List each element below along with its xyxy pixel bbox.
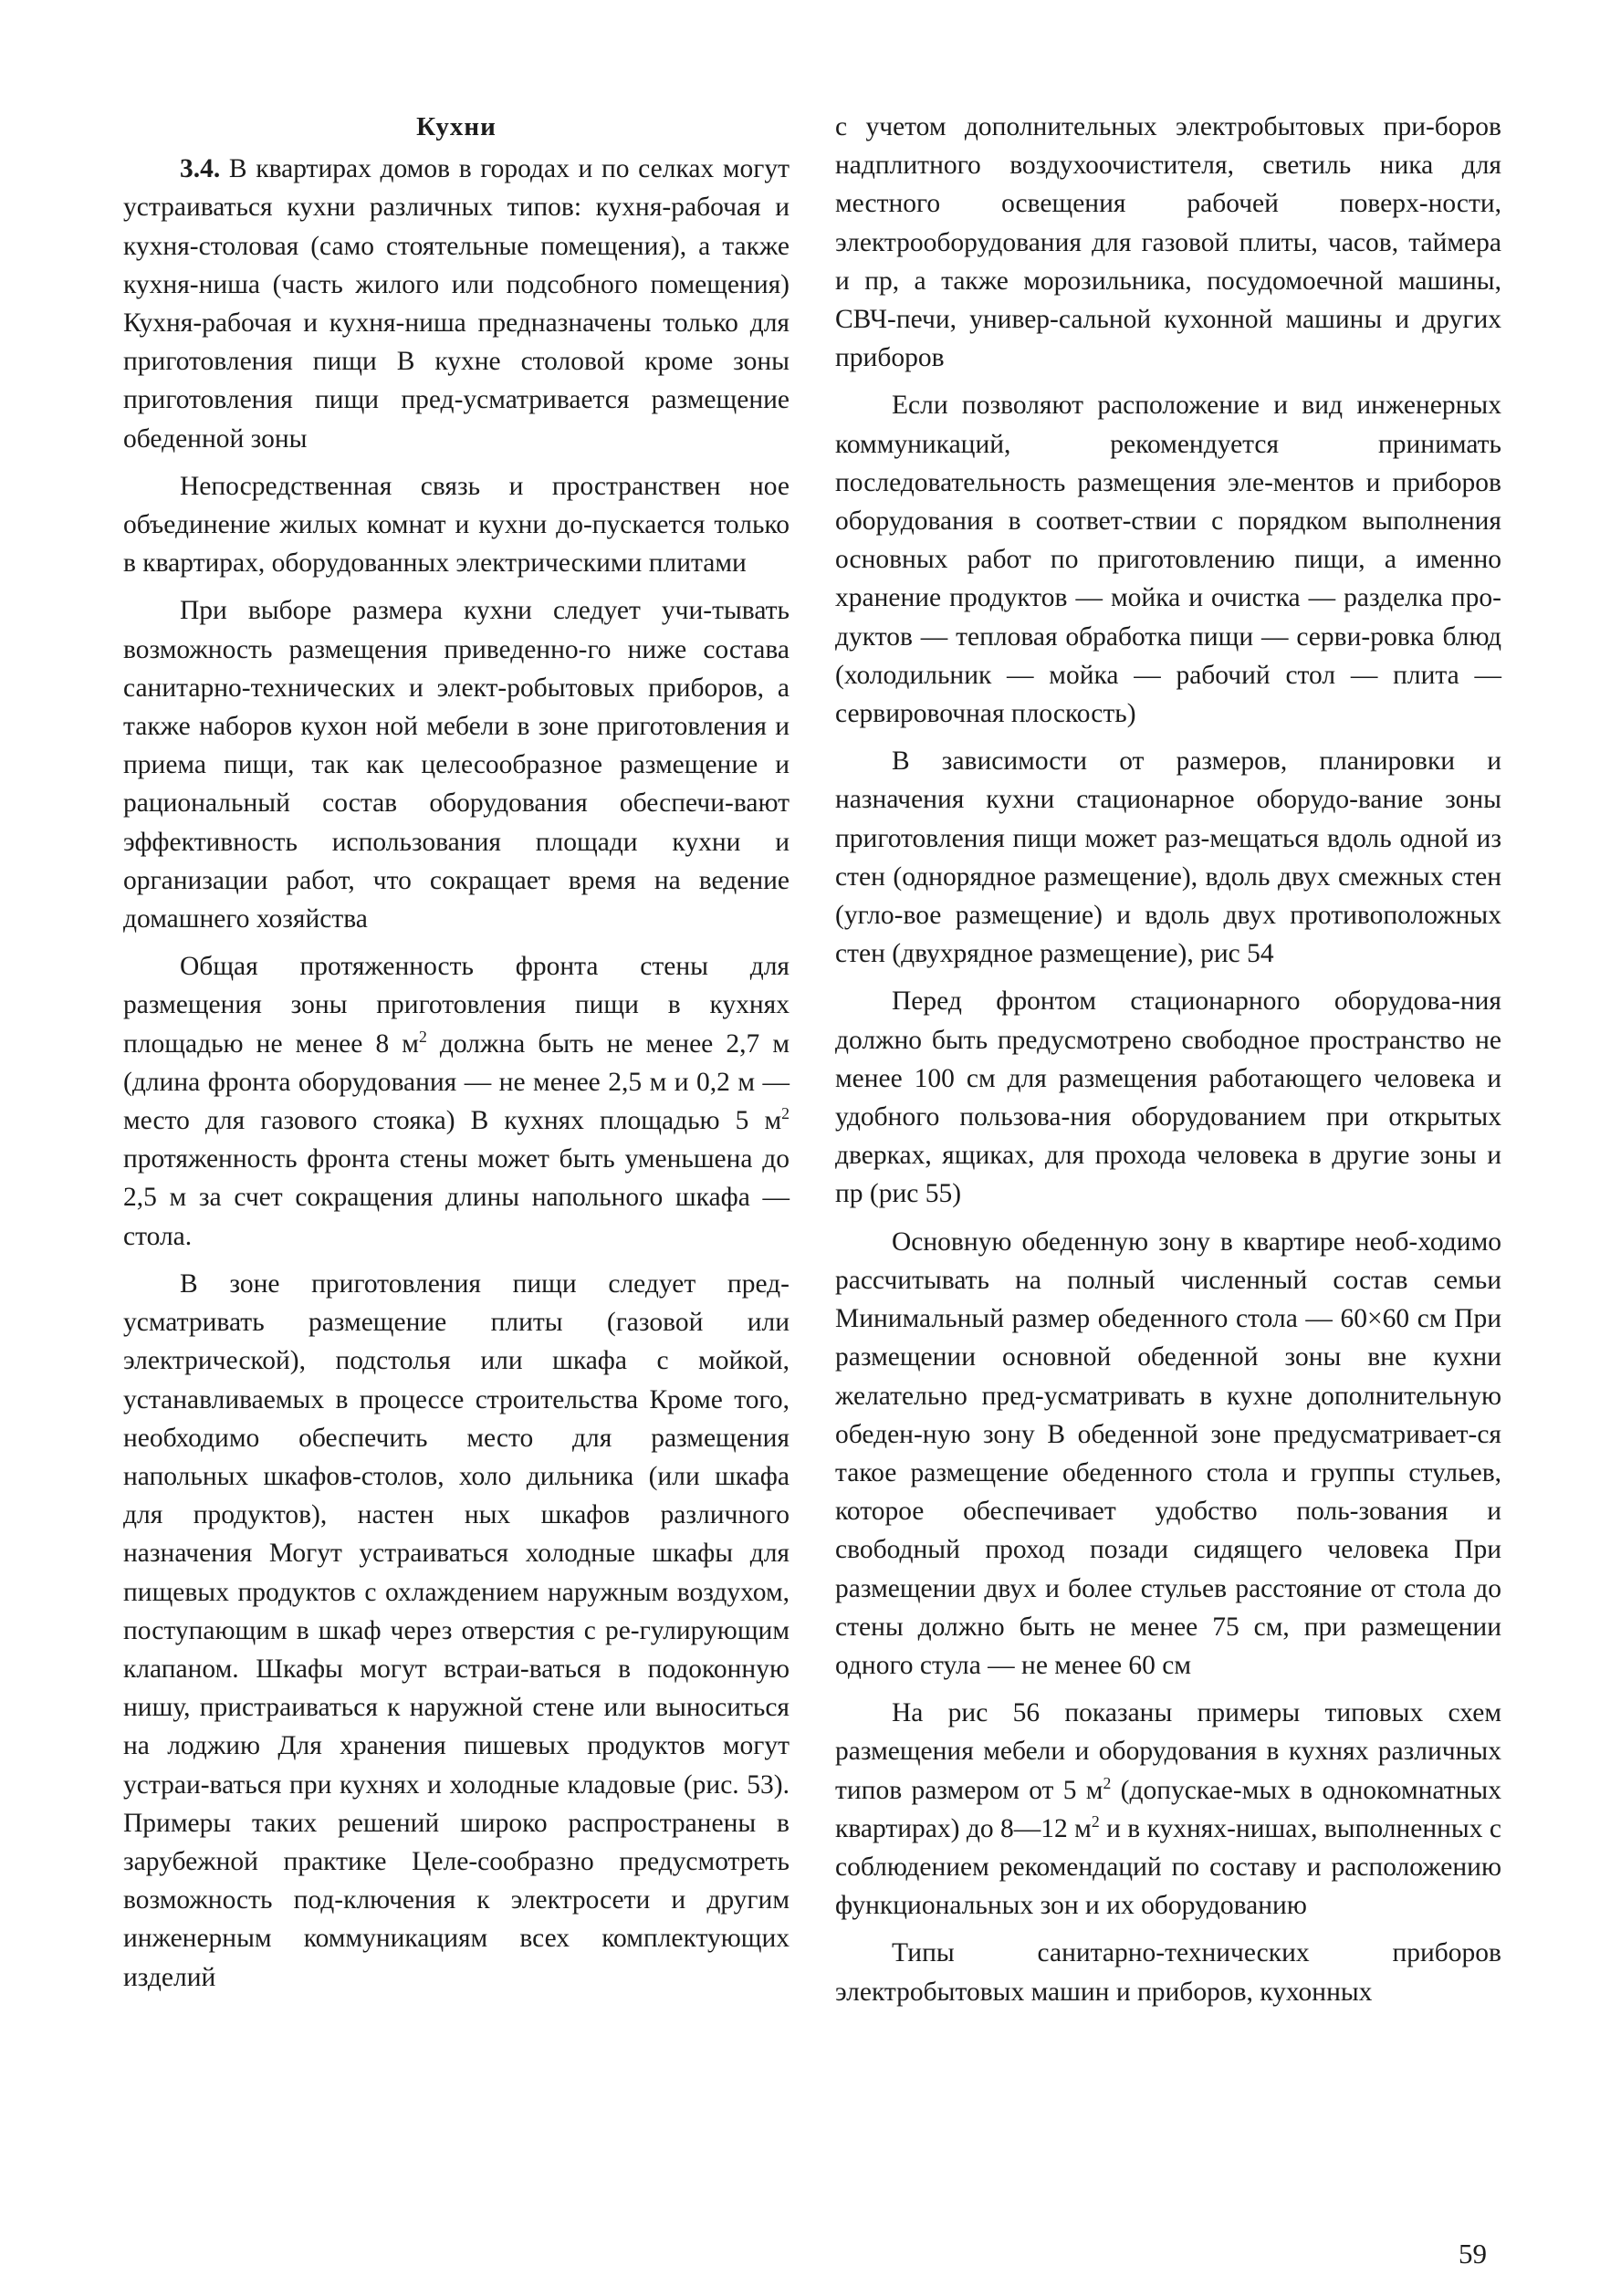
paragraph-text: В квартирах домов в городах и по селках могут устраиваться кухни различных типов: кухня-рабочая и кухня-столовая (само стоятельные помещения), а также кухня-ниша (часть жилого или подсобного помещения) Кухня-рабочая и кухня-ниша предназначены только для приготовления пищи В кухне столовой кроме зоны приготовления пищи пред-усматривается размещение обеденной зоны: [123, 154, 790, 454]
page-number: 59: [1459, 2238, 1487, 2270]
paragraph-appliances: с учетом дополнительных электробытовых при-боров надплитного воздухоочистителя, светиль ника для местного освещения рабочей поверх-ности, электрооборудования для газовой плиты, часов, таймера и пр, а также морозильника, посудомоечной машины, СВЧ-печи, универ-сальной кухонной машины и других приборов: [835, 112, 1501, 373]
paragraph-sequence: Если позволяют расположение и вид инженерных коммуникаций, рекомендуется принимать последовательность размещения эле-ментов и приборов оборудования в соответ-ствии с порядком выполнения основных работ по приготовлению пищи, а именно хранение продуктов — мойка и очистка — разделка про-дуктов — тепловая обработка пищи — серви-ровка блюд (холодильник — мойка — рабочий стол — плита — сервировочная плоскость): [835, 391, 1501, 729]
paragraph-layout: В зависимости от размеров, планировки и назначения кухни стационарное оборудо-вание зоны приготовления пищи может раз-мещаться вдоль одной из стен (однорядное размещение), вдоль двух смежных стен (угло-вое размещение) и вдоль двух противоположных стен (двухрядное размещение), рис 54: [835, 746, 1501, 969]
paragraph-room-connection: Непосредственная связь и пространствен ное объединение жилых комнат и кухни до-пускается только в квартирах, оборудованных электрическими плитами: [123, 471, 790, 579]
paragraph-dining-zone: Основную обеденную зону в квартире необ-ходимо рассчитывать на полный численный состав семьи Минимальный размер обеденного стола — 60×60 см При размещении основной обеденной зоны вне кухни желательно пред-усматривать в кухне дополнительную обеден-ную зону В обеденной зоне предусматривает-ся такое размещение обеденного стола и группы стульев, которое обеспечивает удобство поль-зования и свободный проход позади сидящего человека При размещении двух и более стульев расстояние от стола до стены должно быть не менее 75 см, при размещении одного стула — не менее 60 см: [835, 1226, 1501, 1680]
left-column: [123, 108, 790, 2006]
paragraph-cooking-zone: В зоне приготовления пищи следует пред-усматривать размещение плиты (газовой или электрической), подстолья или шкафа с мойкой, устанавливаемых в процессе строительства Кроме того, необходимо обеспечить место для размещения напольных шкафов-столов, холо дильника (или шкафа для продуктов), настен ных шкафов различного назначения Могут устраиваться холодные шкафы для пищевых продуктов с охлаждением наружным воздухом, поступающим в шкаф через отверстия с ре-гулирующим клапаном. Шкафы могут встраи-ваться в подоконную нишу, пристраиваться к наружной стене или выноситься на лоджию Для хранения пишевых продуктов могут устраи-ваться при кухнях и холодные кладовые (рис. 53). Примеры таких решений широко распространены в зарубежной практике Целе-сообразно предусмотреть возможность под-ключения к электросети и другим инженерным коммуникациям всех комплектующих изделий: [123, 1268, 790, 1992]
section-heading: Кухни: [416, 112, 497, 141]
clause-number: 3.4.: [180, 154, 221, 184]
paragraph-types: Типы санитарно-технических приборов электробытовых машин и приборов, кухонных: [835, 1938, 1501, 2007]
paragraph-free-space: Перед фронтом стационарного оборудова-ния должно быть предусмотрено свободное пространство не менее 100 см для размещения работающего человека и удобного пользова-ния оборудованием при открытых дверках, ящиках, для прохода человека в другие зоны и пр (рис 55): [835, 986, 1501, 1209]
paragraph-kitchen-size: При выборе размера кухни следует учи-тывать возможность размещения приведенно-го ниже состава санитарно-технических и элект-робытовых приборов, а также наборов кухон ной мебели в зоне приготовления и приема пищи, так как целесообразное размещение и рациональный состав оборудования обеспечи-вают эффективность использования площади кухни и организации работ, что сокращает время на ведение домашнего хозяйства: [123, 596, 790, 934]
right-column: [835, 108, 1501, 2020]
paragraph-wall-front: Общая протяженность фронта стены для размещения зоны приготовления пищи в кухнях площадью не менее 8 $м^2$ должна быть не менее 2,7 м (длина фронта оборудования — не менее 2,5 м и 0,2 м — место для газового стояка) В кухнях площадью 5 $м^2$ протяженность фронта стены может быть уменьшена до 2,5 м за счет сокращения длины напольного шкафа — стола.: [123, 952, 790, 1251]
paragraph-3-4: [123, 150, 790, 458]
paragraph-figure-56: На рис 56 показаны примеры типовых схем размещения мебели и оборудования в кухнях различных типов размером от 5 $м^2$ (допускае-мых в однокомнатных квартирах) до 8—12 $м^2$ и в кухнях-нишах, выполненных с соблюдением рекомендаций по составу и расположению функциональных зон и их оборудованию: [835, 1698, 1501, 1921]
